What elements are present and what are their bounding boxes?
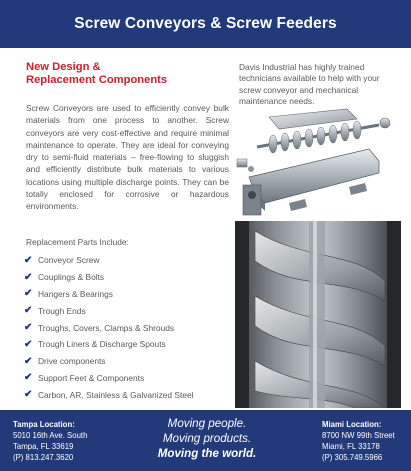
parts-label: Replacement Parts Include: bbox=[26, 237, 129, 247]
miami-phone: (P) 305.749.5966 bbox=[322, 453, 383, 462]
list-item-label: Carbon, AR, Stainless & Galvanized Steel bbox=[38, 389, 194, 400]
list-item bbox=[24, 286, 194, 303]
checkmark-icon: ✔ bbox=[24, 389, 33, 401]
intro-section bbox=[26, 61, 229, 213]
list-item bbox=[24, 302, 194, 319]
parts-list bbox=[24, 252, 194, 403]
intro-paragraph: Screw Conveyors are used to efficiently convey bulk materials from one process to another. Screw conveyors are very cost-effective and require minimal maintenance to operate. They are ideal for conveying dry to semi-fluid materials – free-flowing to sluggish and efficiently distribute bulk materials to various locations using multiple discharge points. They can be totally enclosed for corrosive or hazardous environments. bbox=[26, 103, 229, 212]
miami-city: Miami, FL 33178 bbox=[322, 442, 380, 451]
list-item-label: Support Feet & Components bbox=[38, 372, 145, 383]
slogan-line-1: Moving people. bbox=[167, 417, 247, 430]
screw-conveyor-photo bbox=[235, 221, 401, 408]
list-item-label: Couplings & Bolts bbox=[38, 272, 105, 283]
list-item bbox=[24, 353, 194, 370]
tampa-street: 5010 16th Ave. South bbox=[13, 431, 88, 440]
checkmark-icon: ✔ bbox=[24, 254, 33, 266]
list-item-label: Trough Liners & Discharge Spouts bbox=[38, 339, 166, 350]
list-item bbox=[24, 269, 194, 286]
list-item bbox=[24, 386, 194, 403]
checkmark-icon: ✔ bbox=[24, 372, 33, 384]
subhead-line-2: Replacement Components bbox=[26, 74, 168, 86]
checkmark-icon: ✔ bbox=[24, 271, 33, 283]
miami-location bbox=[322, 419, 395, 463]
tampa-location bbox=[13, 419, 87, 463]
list-item-label: Hangers & Bearings bbox=[38, 288, 113, 299]
service-blurb: Davis Industrial has highly trained technicians available to help with your screw conveyor and mechanical maintenance needs. bbox=[239, 62, 380, 106]
slogan-line-2: Moving products. bbox=[162, 431, 252, 445]
checkmark-icon: ✔ bbox=[24, 338, 33, 350]
list-item-label: Conveyor Screw bbox=[38, 255, 100, 266]
tampa-title: Tampa Location: bbox=[13, 420, 75, 429]
list-item bbox=[24, 370, 194, 387]
list-item-label: Trough Ends bbox=[38, 305, 86, 316]
tampa-phone: (P) 813.247.3620 bbox=[13, 453, 74, 462]
conveyor-exploded-diagram bbox=[229, 107, 405, 220]
miami-street: 8700 NW 99th Street bbox=[322, 431, 395, 440]
checkmark-icon: ✔ bbox=[24, 305, 33, 317]
page-footer bbox=[0, 410, 411, 471]
list-item-label: Drive components bbox=[38, 356, 106, 367]
miami-title: Miami Location: bbox=[322, 420, 382, 429]
list-item bbox=[24, 252, 194, 269]
slogan bbox=[132, 417, 282, 461]
page-header bbox=[0, 0, 411, 48]
slogan-line-3: Moving the world. bbox=[157, 446, 257, 460]
list-item-label: Troughs, Covers, Clamps & Shrouds bbox=[38, 322, 175, 333]
section-subhead bbox=[26, 61, 226, 87]
checkmark-icon: ✔ bbox=[24, 355, 33, 367]
checkmark-icon: ✔ bbox=[24, 288, 33, 300]
checkmark-icon: ✔ bbox=[24, 322, 33, 334]
list-item bbox=[24, 336, 194, 353]
page-title: Screw Conveyors & Screw Feeders bbox=[74, 15, 337, 32]
subhead-line-1: New Design & bbox=[26, 61, 101, 73]
list-item bbox=[24, 319, 194, 336]
tampa-city: Tampa, FL 33619 bbox=[13, 442, 74, 451]
